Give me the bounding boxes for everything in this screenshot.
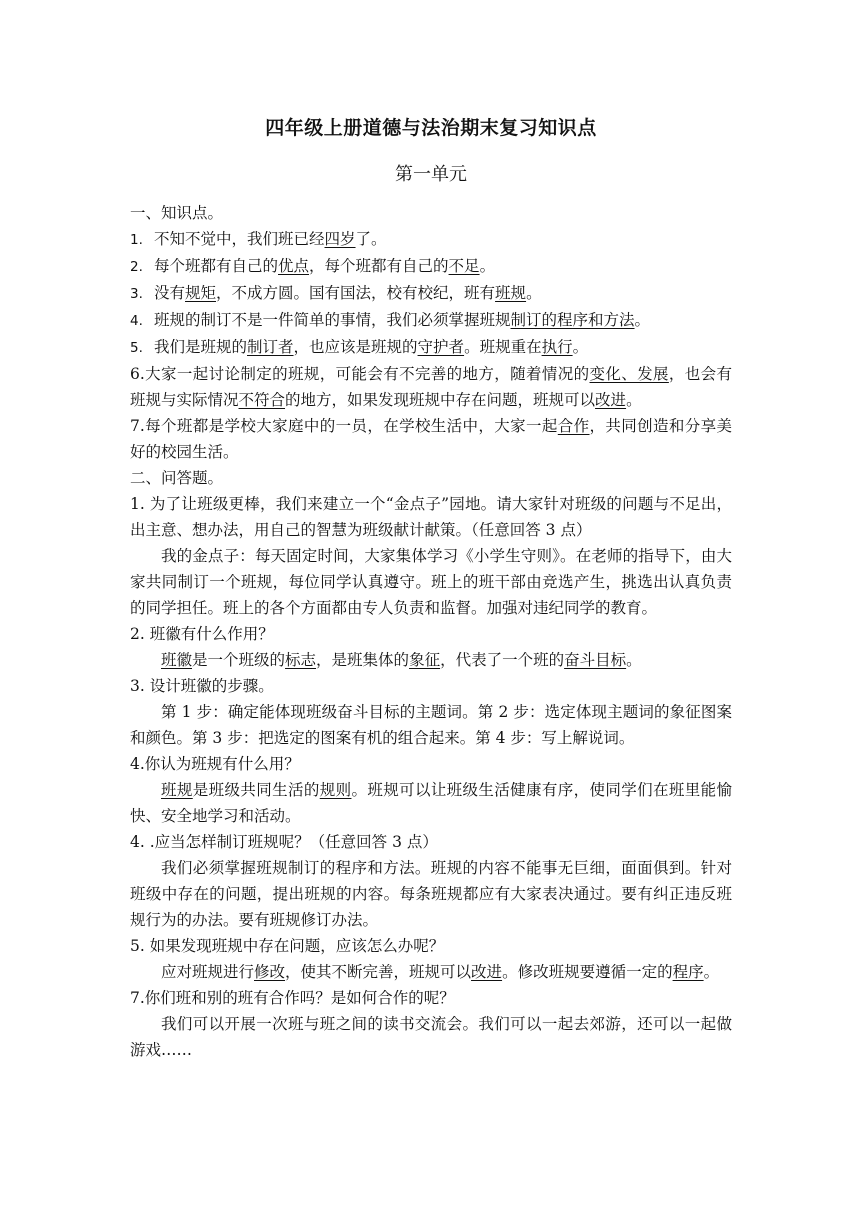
answer-1: 我的金点子：每天固定时间，大家集体学习《小学生守则》。在老师的指导下，由大家共同制订一个班规，每位同学认真遵守。班上的班干部由竞选产生，挑选出认真负责的同学担任。班上的各个方面都由专人负责和监督。加强对违纪同学的教育。 (130, 547, 732, 617)
knowledge-item-7: 7.每个班都是学校大家庭中的一员，在学校生活中，大家一起合作，共同创造和分享美好的校园生活。 (130, 417, 732, 461)
knowledge-item-6: 6.大家一起讨论制定的班规，可能会有不完善的地方，随着情况的变化、发展，也会有班规与实际情况不符合的地方，如果发现班规中存在问题，班规可以改进。 (130, 365, 732, 409)
knowledge-item-1: 1. 不知不觉中，我们班已经四岁了。 (130, 230, 387, 248)
question-4: 4.你认为班规有什么用？ (130, 755, 300, 773)
question-6: 5. 如果发现班规中存在问题，应该怎么办呢？ (130, 937, 445, 955)
answer-4: 班规是班级共同生活的规则。班规可以让班级生活健康有序，使同学们在班里能愉快、安全地学习和活动。 (130, 781, 732, 825)
document-page (130, 108, 732, 1063)
knowledge-item-3: 3. 没有规矩，不成方圆。国有国法，校有校纪，班有班规。 (130, 284, 542, 302)
question-1: 1. 为了让班级更棒，我们来建立一个“金点子”园地。请大家针对班级的问题与不足出，出主意、想办法，用自己的智慧为班级献计献策。（任意回答 3 点） (130, 495, 732, 539)
question-5: 4. .应当怎样制订班规呢？（任意回答 3 点） (130, 833, 438, 851)
question-2: 2. 班徽有什么作用？ (130, 625, 274, 643)
section-heading-questions: 二、问答题。 (130, 469, 224, 487)
answer-7: 我们可以开展一次班与班之间的读书交流会。我们可以一起去郊游，还可以一起做游戏…… (130, 1015, 732, 1059)
answer-2: 班徽是一个班级的标志，是班集体的象征，代表了一个班的奋斗目标。 (161, 651, 642, 669)
unit-heading: 第一单元 (395, 164, 467, 185)
knowledge-item-4: 4. 班规的制订不是一件简单的事情，我们必须掌握班规制订的程序和方法。 (130, 311, 651, 329)
section-heading-knowledge: 一、知识点。 (130, 204, 224, 222)
knowledge-item-2: 2. 每个班都有自己的优点，每个班都有自己的不足。 (130, 257, 496, 275)
knowledge-item-5: 5. 我们是班规的制订者，也应该是班规的守护者。班规重在执行。 (130, 338, 589, 356)
answer-6: 应对班规进行修改，使其不断完善，班规可以改进。修改班规要遵循一定的程序。 (161, 963, 720, 981)
question-7: 7.你们班和别的班有合作吗？是如何合作的呢？ (130, 989, 455, 1007)
question-3: 3. 设计班徽的步骤。 (130, 677, 274, 695)
document-title: 四年级上册道德与法治期末复习知识点 (265, 117, 597, 139)
answer-5: 我们必须掌握班规制订的程序和方法。班规的内容不能事无巨细，面面俱到。针对班级中存在的问题，提出班规的内容。每条班规都应有大家表决通过。要有纠正违反班规行为的办法。要有班规修订办法。 (130, 859, 732, 929)
answer-3: 第 1 步：确定能体现班级奋斗目标的主题词。第 2 步：选定体现主题词的象征图案和颜色。第 3 步：把选定的图案有机的组合起来。第 4 步：写上解说词。 (130, 703, 732, 747)
